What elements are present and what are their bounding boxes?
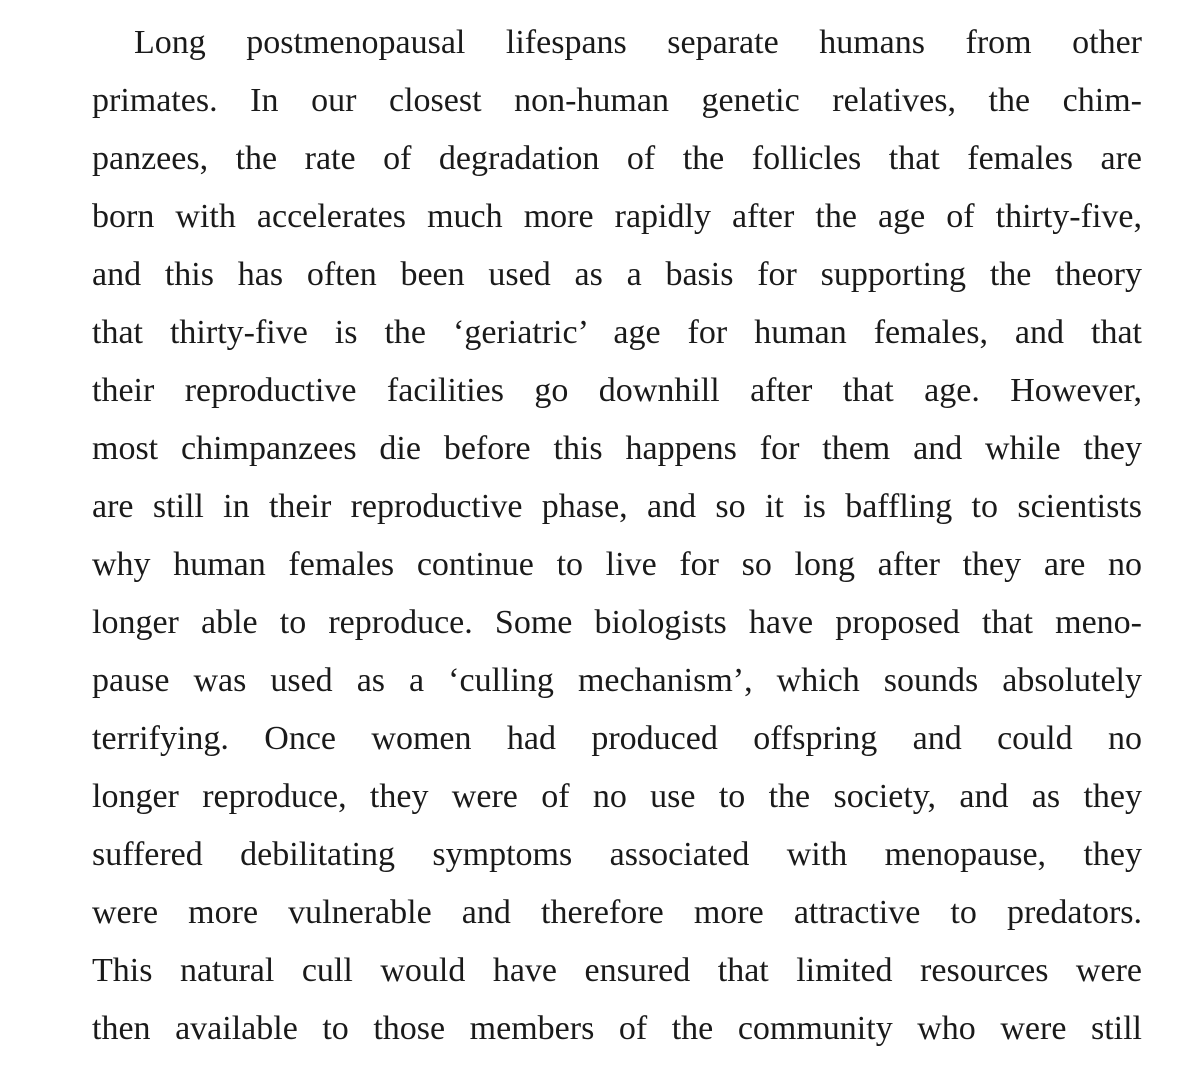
paragraph-line: their reproductive facilities go downhill after that age. However, bbox=[92, 372, 1142, 409]
paragraph-line: panzees, the rate of degradation of the follicles that females are bbox=[92, 140, 1142, 177]
paragraph-line: suffered debilitating symptoms associated with menopause, they bbox=[92, 836, 1142, 873]
paragraph-line: pause was used as a ‘culling mechanism’, which sounds absolutely bbox=[92, 662, 1142, 699]
paragraph-line: why human females continue to live for so long after they are no bbox=[92, 546, 1142, 583]
paragraph-line: are still in their reproductive phase, and so it is baffling to scientists bbox=[92, 488, 1142, 525]
paragraph-line: This natural cull would have ensured that limited resources were bbox=[92, 952, 1142, 989]
paragraph-line: and this has often been used as a basis for supporting the theory bbox=[92, 256, 1142, 293]
paragraph-line: Long postmenopausal lifespans separate humans from other bbox=[134, 24, 1142, 61]
paragraph-line: were more vulnerable and therefore more attractive to predators. bbox=[92, 894, 1142, 931]
paragraph-line: longer able to reproduce. Some biologists have proposed that meno- bbox=[92, 604, 1142, 641]
paragraph-line: that thirty-five is the ‘geriatric’ age for human females, and that bbox=[92, 314, 1142, 351]
paragraph-line: longer reproduce, they were of no use to the society, and as they bbox=[92, 778, 1142, 815]
paragraph-line: primates. In our closest non-human genetic relatives, the chim- bbox=[92, 82, 1142, 119]
paragraph-line: terrifying. Once women had produced offspring and could no bbox=[92, 720, 1142, 757]
paragraph-line: then available to those members of the community who were still bbox=[92, 1010, 1142, 1047]
paragraph-line: born with accelerates much more rapidly after the age of thirty-five, bbox=[92, 198, 1142, 235]
body-paragraph bbox=[92, 14, 1142, 1058]
paragraph-line: most chimpanzees die before this happens for them and while they bbox=[92, 430, 1142, 467]
